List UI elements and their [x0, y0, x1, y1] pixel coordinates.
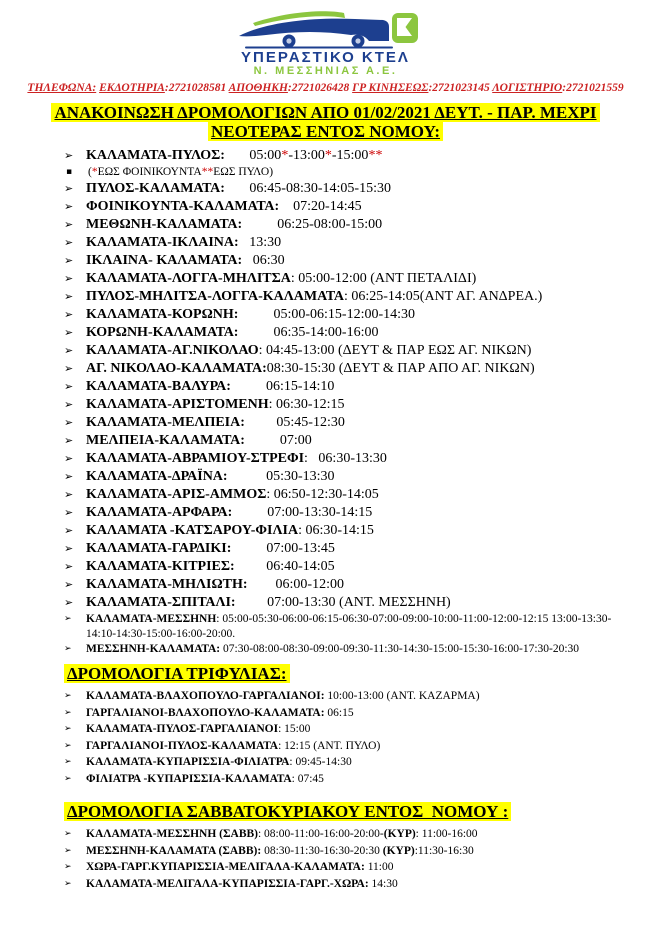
arrow-bullet-icon: ➢ — [64, 862, 72, 872]
route-row — [64, 378, 633, 396]
arrow-bullet-icon: ➢ — [64, 845, 72, 856]
route-text: ΚΟΡΩΝΗ-ΚΑΛΑΜΑΤΑ: 06:35-14:00-16:00 — [86, 325, 379, 340]
route-text: ΚΑΛΑΜΑΤΑ-ΠΥΛΟΣ-ΓΑΡΓΑΛΙΑΝΟΙ: 15:00 — [86, 723, 311, 735]
route-row — [64, 826, 633, 843]
arrow-bullet-icon: ➢ — [64, 452, 74, 465]
route-row — [64, 414, 633, 432]
arrow-bullet-icon: ➢ — [64, 236, 74, 249]
route-text: ΠΥΛΟΣ-ΜΗΛΙΤΣΑ-ΛΟΓΓΑ-ΚΑΛΑΜΑΤΑ: 06:25-14:05(ΑΝΤ ΑΓ. ΑΝΔΡΕΑ.) — [86, 289, 543, 304]
arrow-bullet-icon: ➢ — [64, 380, 74, 393]
route-text: ΚΑΛΑΜΑΤΑ -ΚΑΤΣΑΡΟΥ-ΦΙΛΙΑ: 06:30-14:15 — [86, 523, 374, 538]
route-row — [64, 843, 633, 860]
arrow-bullet-icon: ➢ — [64, 740, 72, 751]
logo-title: ΥΠΕΡΑΣΤΙΚΟ ΚΤΕΛ — [241, 49, 410, 66]
arrow-bullet-icon: ➢ — [64, 773, 72, 784]
arrow-bullet-icon: ➢ — [64, 254, 74, 267]
route-text: ΜΕΣΣΗΝΗ-ΚΑΛΑΜΑΤΑ: 07:30-08:00-08:30-09:00-09:30-11:30-14:30-15:00-15:30-16:00-17:30-20:30 — [86, 643, 580, 655]
route-row — [64, 594, 633, 612]
route-row — [64, 540, 633, 558]
route-text: ΜΕΣΣΗΝΗ-ΚΑΛΑΜΑΤΑ (ΣΑΒΒ): 08:30-11:30-16:30-20:30 (ΚΥΡ):11:30-16:30 — [86, 844, 474, 857]
arrow-bullet-icon: ➢ — [64, 149, 74, 162]
route-text: ΧΩΡΑ-ΓΑΡΓ.ΚΥΠΑΡΙΣΣΙΑ-ΜΕΛΙΓΑΛΑ-ΚΑΛΑΜΑΤΑ: 11:00 — [86, 861, 394, 873]
route-row — [64, 468, 633, 486]
arrow-bullet-icon: ➢ — [64, 644, 72, 654]
arrow-bullet-icon: ➢ — [64, 470, 74, 483]
route-text: ΚΑΛΑΜΑΤΑ-ΜΕΣΣΗΝΗ: 05:00-05:30-06:00-06:15-06:30-07:00-09:00-10:00-11:00-12:00-12:15 13:00-13:30-14:10-14:30-15:00-16:00-20:00. — [86, 613, 612, 640]
route-text: ΦΙΛΙΑΤΡΑ -ΚΥΠΑΡΙΣΣΙΑ-ΚΑΛΑΜΑΤΑ: 07:45 — [86, 772, 324, 785]
route-row — [64, 612, 633, 642]
route-row — [64, 688, 633, 705]
route-row — [64, 165, 633, 180]
arrow-bullet-icon: ➢ — [64, 290, 74, 303]
route-text: ΙΚΛΑΙΝΑ- ΚΑΛΑΜΑΤΑ: 06:30 — [86, 253, 285, 268]
arrow-bullet-icon: ➢ — [64, 416, 74, 429]
phone-numbers-line — [0, 82, 651, 94]
route-row — [64, 754, 633, 771]
route-text: ΚΑΛΑΜΑΤΑ-ΑΡΙΣΤΟΜΕΝΗ: 06:30-12:15 — [86, 397, 345, 412]
route-row — [64, 234, 633, 252]
route-text: ΑΓ. ΝΙΚΟΛΑΟ-ΚΑΛΑΜΑΤΑ:08:30-15:30 (ΔΕΥΤ & ΠΑΡ ΑΠΟ ΑΓ. ΝΙΚΩΝ) — [86, 361, 535, 376]
route-row — [64, 859, 633, 876]
route-text: ΚΑΛΑΜΑΤΑ-ΒΑΛΥΡΑ: 06:15-14:10 — [86, 379, 335, 394]
logo-subtitle: Ν. ΜΕΣΣΗΝΙΑΣ Α.Ε. — [253, 65, 398, 77]
section-header: ΔΡΟΜΟΛΟΓΙΑ ΣΑΒΒΑΤΟΚΥΡΙΑΚΟΥ ΕΝΤΟΣ ΝΟΜΟΥ : — [64, 802, 633, 822]
route-text: ΚΑΛΑΜΑΤΑ-ΙΚΛΑΙΝΑ: 13:30 — [86, 235, 282, 250]
phone-item: ΛΟΓΙΣΤΗΡΙΟ:2721021559 — [492, 82, 624, 94]
announcement-header — [0, 103, 651, 141]
arrow-bullet-icon: ➢ — [64, 488, 74, 501]
arrow-bullet-icon: ➢ — [64, 326, 74, 339]
route-text: ΚΑΛΑΜΑΤΑ-ΛΟΓΓΑ-ΜΗΛΙΤΣΑ: 05:00-12:00 (ΑΝΤ ΠΕΤΑΛΙΔΙ) — [86, 271, 477, 286]
arrow-bullet-icon: ➢ — [64, 724, 72, 734]
route-row — [64, 306, 633, 324]
square-bullet-icon: ▪ — [66, 167, 73, 177]
phone-item: ΓΡ ΚΙΝΗΣΕΩΣ:2721023145 — [352, 82, 493, 94]
route-text: ΚΑΛΑΜΑΤΑ-ΚΟΡΩΝΗ: 05:00-06:15-12:00-14:30 — [86, 307, 416, 322]
route-row — [64, 705, 633, 722]
route-text: ΓΑΡΓΑΛΙΑΝΟΙ-ΒΛΑΧΟΠΟΥΛΟ-ΚΑΛΑΜΑΤΑ: 06:15 — [86, 706, 354, 719]
arrow-bullet-icon: ➢ — [64, 506, 74, 519]
phone-item: ΕΚΔΟΤΗΡΙΑ:2721028581 — [99, 82, 229, 94]
phone-item: ΤΗΛΕΦΩΝΑ: — [27, 82, 97, 94]
route-text: ΚΑΛΑΜΑΤΑ-ΚΥΠΑΡΙΣΣΙΑ-ΦΙΛΙΑΤΡΑ: 09:45-14:30 — [86, 756, 352, 768]
route-text: ΚΑΛΑΜΑΤΑ-ΑΓ.ΝΙΚΟΛΑΟ: 04:45-13:00 (ΔΕΥΤ & ΠΑΡ ΕΩΣ ΑΓ. ΝΙΚΩΝ) — [86, 343, 532, 358]
route-row — [64, 216, 633, 234]
route-row — [64, 288, 633, 306]
arrow-bullet-icon: ➢ — [64, 308, 74, 321]
route-text: ΚΑΛΑΜΑΤΑ-ΠΥΛΟΣ: 05:00*-13:00*-15:00** — [86, 148, 383, 163]
arrow-bullet-icon: ➢ — [64, 524, 74, 537]
route-text: ΚΑΛΑΜΑΤΑ-ΚΙΤΡΙΕΣ: 06:40-14:05 — [86, 559, 335, 574]
route-text: ΚΑΛΑΜΑΤΑ-ΜΕΛΠΕΙΑ: 05:45-12:30 — [86, 415, 345, 430]
route-row — [64, 771, 633, 788]
route-row — [64, 642, 633, 657]
route-text: ΜΕΛΠΕΙΑ-ΚΑΛΑΜΑΤΑ: 07:00 — [86, 433, 312, 448]
route-text: ΚΑΛΑΜΑΤΑ-ΜΗΛΙΩΤΗ: 06:00-12:00 — [86, 577, 344, 592]
route-text: ΚΑΛΑΜΑΤΑ-ΒΛΑΧΟΠΟΥΛΟ-ΓΑΡΓΑΛΙΑΝΟΙ: 10:00-13:00 (ΑΝΤ. ΚΑΖΑΡΜΑ) — [86, 690, 480, 702]
arrow-bullet-icon: ➢ — [64, 878, 72, 889]
arrow-bullet-icon: ➢ — [64, 596, 74, 609]
route-row — [64, 396, 633, 414]
announcement-line-1: ΑΝΑΚΟΙΝΩΣΗ ΔΡΟΜΟΛΟΓΙΩΝ ΑΠΟ 01/02/2021 ΔΕΥΤ. - ΠΑΡ. ΜΕΧΡΙ — [51, 103, 599, 122]
announcement-line-2: ΝΕΟΤΕΡΑΣ ΕΝΤΟΣ ΝΟΜΟΥ: — [208, 122, 443, 141]
arrow-bullet-icon: ➢ — [64, 362, 74, 375]
route-text: ΦΟΙΝΙΚΟΥΝΤΑ-ΚΑΛΑΜΑΤΑ: 07:20-14:45 — [86, 199, 362, 214]
route-text: ΜΕΘΩΝΗ-ΚΑΛΑΜΑΤΑ: 06:25-08:00-15:00 — [86, 217, 383, 232]
arrow-bullet-icon: ➢ — [64, 542, 74, 555]
phone-item: ΑΠΟΘΗΚΗ:2721026428 — [228, 82, 353, 94]
route-text: ΚΑΛΑΜΑΤΑ-ΑΒΡΑΜΙΟΥ-ΣΤΡΕΦΙ: 06:30-13:30 — [86, 451, 387, 466]
route-text: ΚΑΛΑΜΑΤΑ-ΓΑΡΔΙΚΙ: 07:00-13:45 — [86, 541, 335, 556]
arrow-bullet-icon: ➢ — [64, 344, 74, 357]
arrow-bullet-icon: ➢ — [64, 691, 72, 701]
route-text: ΓΑΡΓΑΛΙΑΝΟΙ-ΠΥΛΟΣ-ΚΑΛΑΜΑΤΑ: 12:15 (ΑΝΤ. ΠΥΛΟ) — [86, 739, 381, 752]
ktel-logo — [0, 0, 651, 78]
route-text: ΚΑΛΑΜΑΤΑ-ΑΡΦΑΡΑ: 07:00-13:30-14:15 — [86, 505, 373, 520]
route-text: (*ΕΩΣ ΦΟΙΝΙΚΟΥΝΤΑ**ΕΩΣ ΠΥΛΟ) — [88, 166, 274, 178]
arrow-bullet-icon: ➢ — [64, 398, 74, 411]
route-row — [64, 198, 633, 216]
route-row — [64, 147, 633, 165]
route-row — [64, 432, 633, 450]
arrow-bullet-icon: ➢ — [64, 200, 74, 213]
route-row — [64, 876, 633, 893]
arrow-bullet-icon: ➢ — [64, 434, 74, 447]
route-text: ΚΑΛΑΜΑΤΑ-ΜΕΛΙΓΑΛΑ-ΚΥΠΑΡΙΣΣΙΑ-ΓΑΡΓ.-ΧΩΡΑ: 14:30 — [86, 877, 398, 890]
arrow-bullet-icon: ➢ — [64, 614, 72, 624]
route-row — [64, 324, 633, 342]
route-row — [64, 360, 633, 378]
route-row — [64, 450, 633, 468]
route-text: ΠΥΛΟΣ-ΚΑΛΑΜΑΤΑ: 06:45-08:30-14:05-15:30 — [86, 181, 391, 196]
route-row — [64, 721, 633, 738]
route-text: ΚΑΛΑΜΑΤΑ-ΔΡΑΪΝΑ: 05:30-13:30 — [86, 469, 335, 484]
route-text: ΚΑΛΑΜΑΤΑ-ΣΠΙΤΑΛΙ: 07:00-13:30 (ΑΝΤ. ΜΕΣΣΗΝΗ) — [86, 595, 451, 610]
route-sections — [0, 147, 651, 892]
route-row — [64, 558, 633, 576]
arrow-bullet-icon: ➢ — [64, 829, 72, 839]
route-row — [64, 270, 633, 288]
route-text: ΚΑΛΑΜΑΤΑ-ΜΕΣΣΗΝΗ (ΣΑΒΒ): 08:00-11:00-16:00-20:00-(ΚΥΡ): 11:00-16:00 — [86, 828, 478, 840]
route-text: ΚΑΛΑΜΑΤΑ-ΑΡΙΣ-ΑΜΜΟΣ: 06:50-12:30-14:05 — [86, 487, 379, 502]
bus-logo-icon — [231, 8, 421, 50]
arrow-bullet-icon: ➢ — [64, 578, 74, 591]
route-row — [64, 180, 633, 198]
arrow-bullet-icon: ➢ — [64, 757, 72, 767]
arrow-bullet-icon: ➢ — [64, 218, 74, 231]
arrow-bullet-icon: ➢ — [64, 182, 74, 195]
arrow-bullet-icon: ➢ — [64, 707, 72, 718]
route-row — [64, 342, 633, 360]
arrow-bullet-icon: ➢ — [64, 272, 74, 285]
section-header: ΔΡΟΜΟΛΟΓΙΑ ΤΡΙΦΥΛΙΑΣ: — [64, 664, 633, 684]
route-row — [64, 504, 633, 522]
route-row — [64, 486, 633, 504]
route-row — [64, 576, 633, 594]
arrow-bullet-icon: ➢ — [64, 560, 74, 573]
route-row — [64, 738, 633, 755]
route-row — [64, 252, 633, 270]
route-row — [64, 522, 633, 540]
